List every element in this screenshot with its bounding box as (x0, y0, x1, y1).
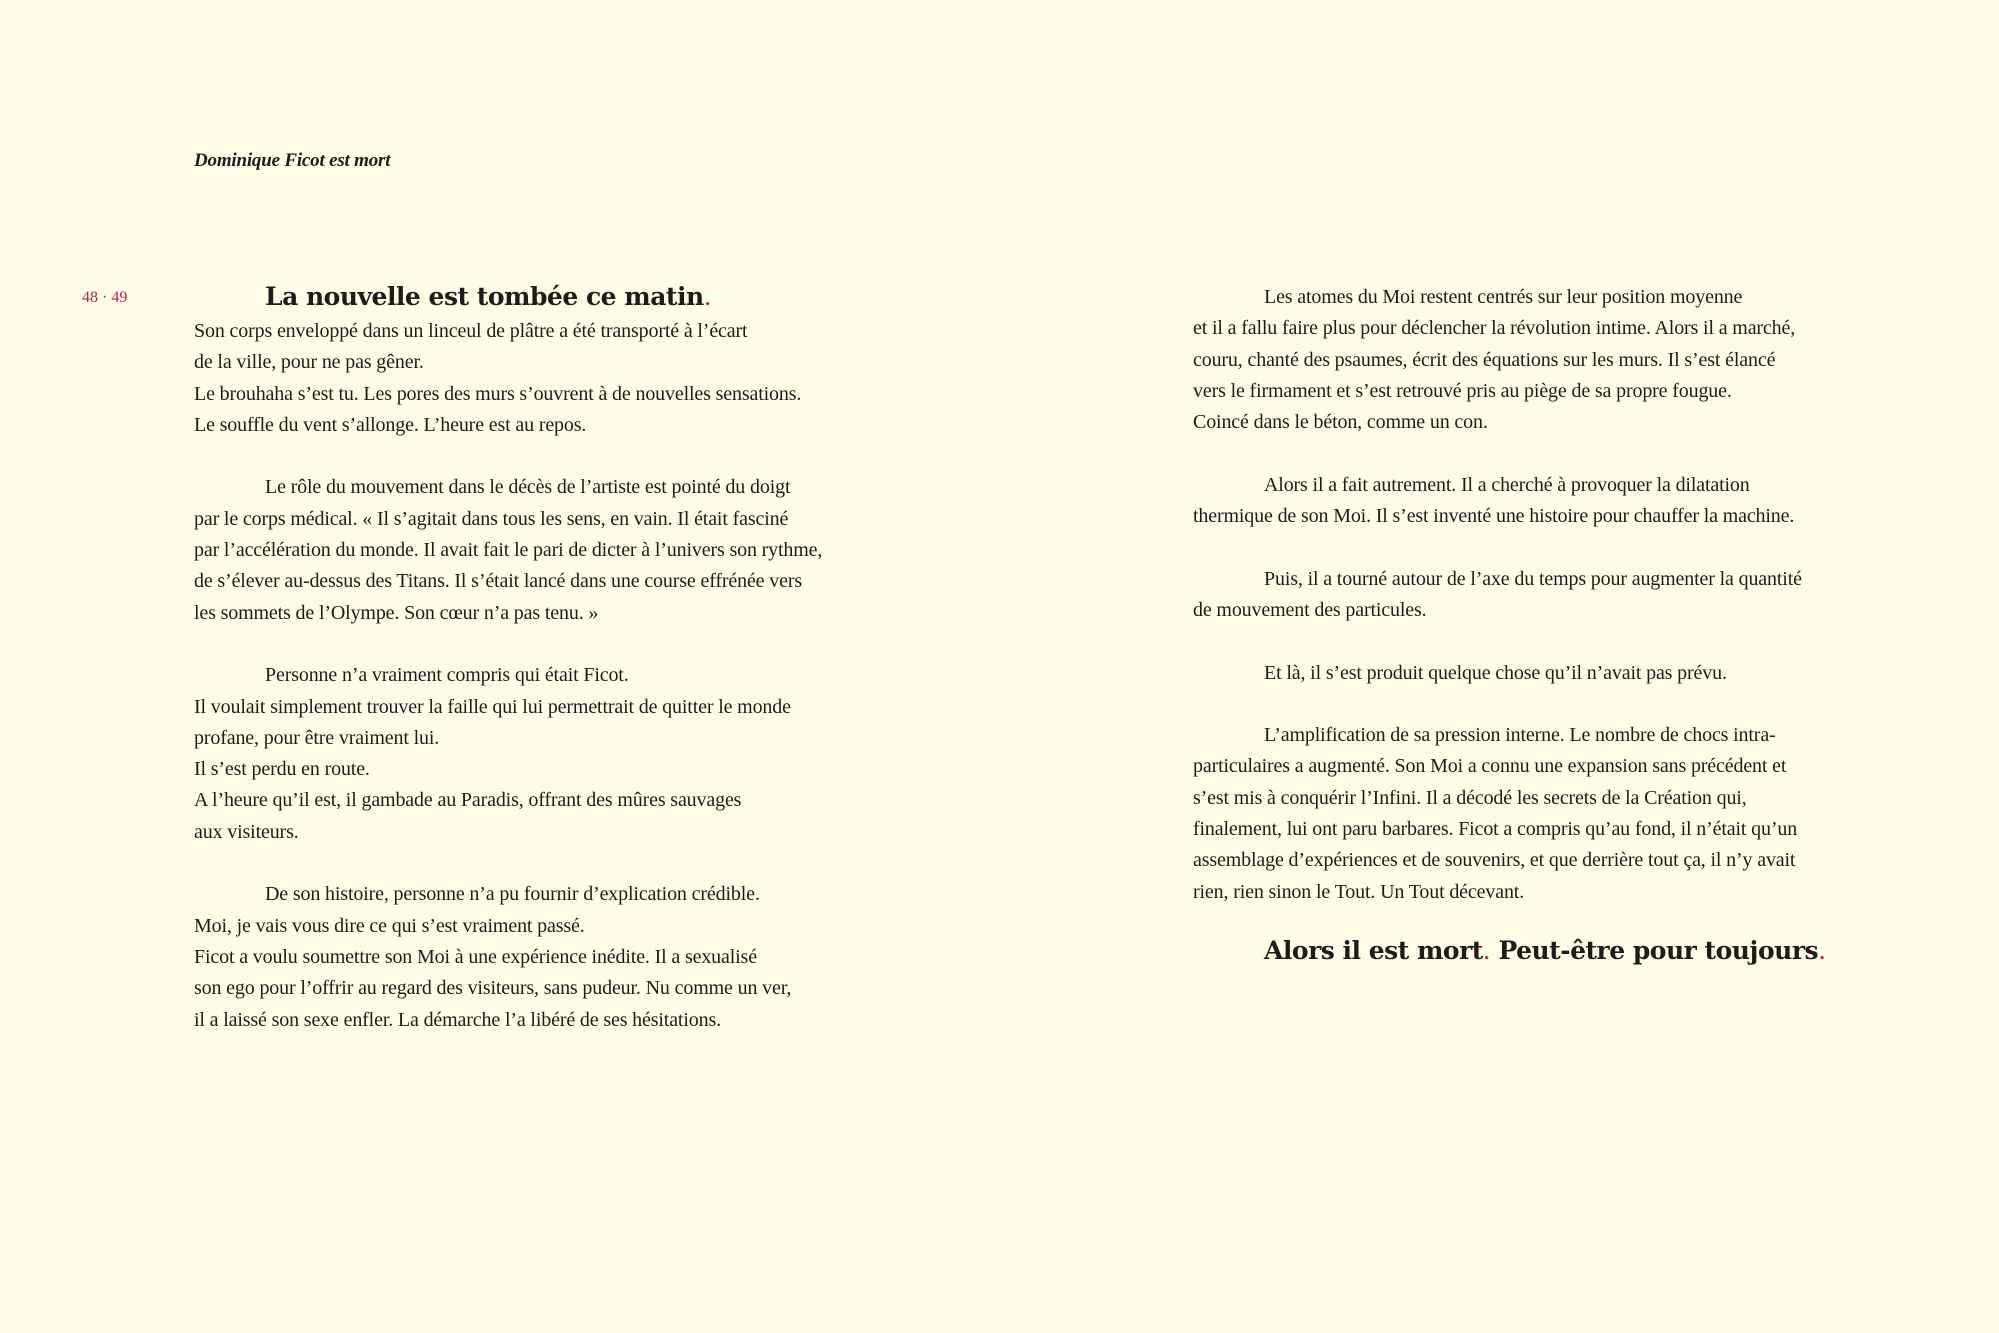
text-line: rien, rien sinon le Tout. Un Tout décevant. (1193, 880, 1525, 903)
paragraph-gap (194, 629, 834, 660)
text-line: particulaires a augmenté. Son Moi a connu une expansion sans précédent et (1193, 755, 1787, 778)
paragraph-gap (1193, 689, 1833, 720)
paragraph-gap (1193, 532, 1833, 563)
text-line: L’amplification de sa pression interne. Le nombre de chocs intra- (1264, 724, 1776, 747)
text-line: il a laissé son sexe enfler. La démarche l’a libéré de ses hésitations. (194, 1008, 721, 1031)
text-line: Et là, il s’est produit quelque chose qu’il n’avait pas prévu. (1264, 661, 1727, 684)
text-line: Son corps enveloppé dans un linceul de plâtre a été transporté à l’écart (194, 320, 748, 342)
text-line: s’est mis à conquérir l’Infini. Il a décodé les secrets de la Création qui, (1193, 786, 1747, 809)
text-line: son ego pour l’offrir au regard des visiteurs, sans pudeur. Nu comme un ver, (194, 977, 792, 1000)
text-line: Le brouhaha s’est tu. Les pores des murs s’ouvrent à de nouvelles sensations. (194, 382, 802, 405)
text-line: finalement, lui ont paru barbares. Ficot a compris qu’au fond, il n’était qu’un (1193, 818, 1798, 841)
text-line: de s’élever au-dessus des Titans. Il s’était lancé dans une course effrénée vers (194, 570, 802, 593)
text-line: Personne n’a vraiment compris qui était Ficot. (265, 664, 629, 687)
text-line: De son histoire, personne n’a pu fournir d’explication crédible. (265, 883, 760, 906)
heading-right-period-1: . (1482, 936, 1491, 965)
paragraph-gap (194, 441, 834, 472)
text-line: Puis, il a tourné autour de l’axe du temps pour augmenter la quantité (1264, 567, 1802, 590)
left-column-text (194, 316, 834, 1036)
text-line: Coincé dans le béton, comme un con. (1193, 411, 1488, 434)
text-line: aux visiteurs. (194, 820, 299, 843)
heading-right-text-2: Peut-être pour toujours (1490, 936, 1819, 965)
text-line: A l’heure qu’il est, il gambade au Paradis, offrant des mûres sauvages (194, 789, 742, 812)
text-line: couru, chanté des psaumes, écrit des équations sur les murs. Il s’est élancé (1193, 348, 1776, 371)
heading-right-period-2: . (1818, 936, 1826, 965)
paragraph-gap (1193, 438, 1833, 469)
section-heading-left (265, 282, 711, 311)
text-line: Alors il a fait autrement. Il a cherché à provoquer la dilatation (1264, 473, 1750, 496)
heading-right-text-1: Alors il est mort (1264, 936, 1483, 965)
text-line: vers le firmament et s’est retrouvé pris au piège de sa propre fougue. (1193, 379, 1732, 402)
right-column-text (1193, 282, 1833, 908)
heading-left-text: La nouvelle est tombée ce matin (265, 282, 704, 311)
text-line: les sommets de l’Olympe. Son cœur n’a pas tenu. » (194, 601, 599, 624)
text-line: profane, pour être vraiment lui. (194, 726, 440, 749)
text-line: assemblage d’expériences et de souvenirs, et que derrière tout ça, il n’y avait (1193, 849, 1796, 872)
paragraph-gap (194, 848, 834, 879)
text-line: par l’accélération du monde. Il avait fait le pari de dicter à l’univers son rythme, (194, 539, 823, 562)
text-line: Il s’est perdu en route. (194, 758, 370, 781)
paragraph-gap (1193, 626, 1833, 657)
text-line: de mouvement des particules. (1193, 598, 1427, 621)
text-line: Le rôle du mouvement dans le décès de l’artiste est pointé du doigt (265, 476, 791, 499)
text-line: Le souffle du vent s’allonge. L’heure est au repos. (194, 413, 587, 436)
text-line: Les atomes du Moi restent centrés sur leur position moyenne (1264, 286, 1743, 308)
text-line: Ficot a voulu soumettre son Moi à une expérience inédite. Il a sexualisé (194, 945, 757, 968)
text-line: par le corps médical. « Il s’agitait dans tous les sens, en vain. Il était fasciné (194, 507, 789, 530)
text-line: Il voulait simplement trouver la faille qui lui permettrait de quitter le monde (194, 695, 791, 718)
page-numbers: 48 · 49 (82, 289, 128, 306)
text-line: Moi, je vais vous dire ce qui s’est vraiment passé. (194, 914, 585, 937)
text-line: thermique de son Moi. Il s’est inventé une histoire pour chauffer la machine. (1193, 505, 1795, 528)
running-head: Dominique Ficot est mort (194, 150, 391, 171)
text-line: et il a fallu faire plus pour déclencher la révolution intime. Alors il a marché, (1193, 317, 1796, 340)
heading-left-period: . (703, 282, 712, 311)
closing-heading-right (1264, 936, 1826, 965)
text-line: de la ville, pour ne pas gêner. (194, 351, 424, 374)
